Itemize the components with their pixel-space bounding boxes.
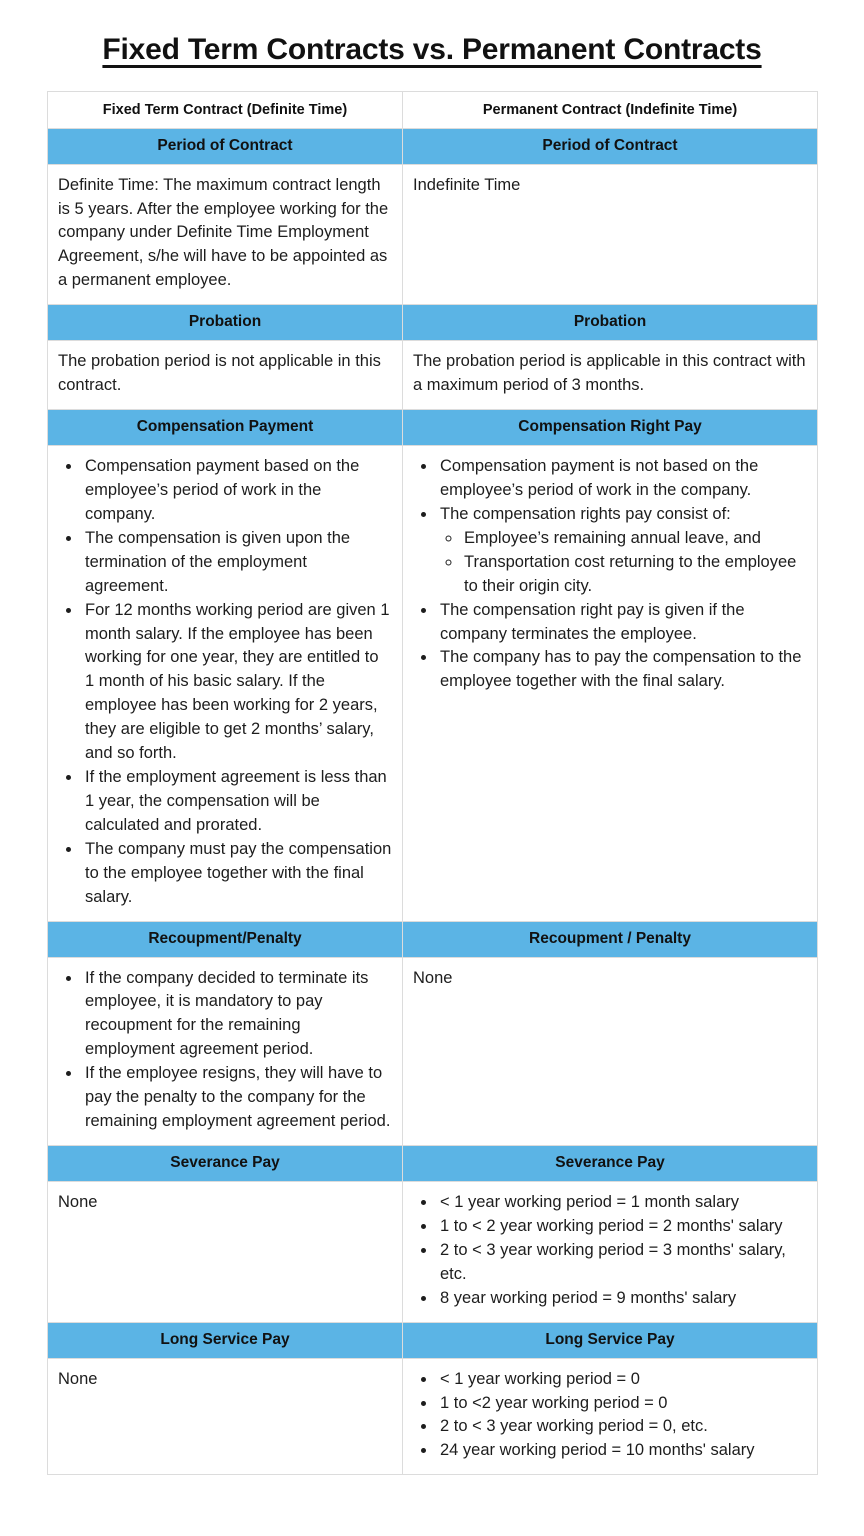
- section-content-row: [48, 957, 818, 1145]
- section-content-row: [48, 446, 818, 922]
- list-item-text: 2 to < 3 year working period = 3 months' salary, etc.: [440, 1240, 786, 1283]
- list-item-text: The compensation right pay is given if the company terminates the employee.: [440, 600, 745, 643]
- list-item-text: If the employment agreement is less than 1 year, the compensation will be calculated and prorated.: [85, 768, 387, 834]
- list-item-text: The company must pay the compensation to the employee together with the final salary.: [85, 839, 392, 906]
- section-body-left: [48, 957, 403, 1145]
- list-item: [437, 599, 807, 647]
- section-content-row: [48, 341, 818, 410]
- body-paragraph: The probation period is applicable in this contract with a maximum period of 3 months.: [413, 352, 806, 395]
- list-item: [82, 527, 392, 599]
- section-content-row: [48, 1358, 818, 1475]
- list-item-text: If the company decided to terminate its employee, it is mandatory to pay recoupment for the remaining employment agreement period.: [85, 968, 369, 1059]
- section-content-row: [48, 1182, 818, 1323]
- section-body-right: [403, 164, 818, 305]
- list-item: [437, 1287, 807, 1311]
- list-item: [437, 1239, 807, 1287]
- body-paragraph: Definite Time: The maximum contract length is 5 years. After the employee working for the company under Definite Time Employment Agreement, s/he will have to be appointed as a permanent employee.: [58, 175, 389, 290]
- list-item-text: 24 year working period = 10 months' salary: [440, 1441, 755, 1460]
- body-paragraph: None: [58, 1369, 98, 1388]
- list-item-text: < 1 year working period = 1 month salary: [440, 1193, 739, 1212]
- list-item-text: For 12 months working period are given 1 month salary. If the employee has been working for one year, they are entitled to 1 month of his basic salary. If the employee has been working for 2 years, they are eligible to get 2 months’ salary, and so forth.: [85, 600, 390, 763]
- list-item-text: 8 year working period = 9 months' salary: [440, 1288, 737, 1307]
- list-item: [437, 1415, 807, 1439]
- section-heading-left: Period of Contract: [48, 128, 403, 164]
- list-item-text: The company has to pay the compensation to the employee together with the final salary.: [440, 648, 802, 691]
- section-body-right: [403, 446, 818, 922]
- section-heading-left: Severance Pay: [48, 1146, 403, 1182]
- section-heading-right: Severance Pay: [403, 1146, 818, 1182]
- section-heading-right: Compensation Right Pay: [403, 410, 818, 446]
- body-paragraph: None: [413, 968, 453, 987]
- list-item-text: The compensation is given upon the termination of the employment agreement.: [85, 528, 351, 595]
- section-heading-left: Long Service Pay: [48, 1322, 403, 1358]
- table-header-row: [48, 91, 818, 128]
- section-body-left: [48, 1358, 403, 1475]
- column-header-permanent: Permanent Contract (Indefinite Time): [403, 91, 818, 128]
- section-heading-row: [48, 1146, 818, 1182]
- section-heading-row: [48, 1322, 818, 1358]
- section-heading-left: Recoupment/Penalty: [48, 921, 403, 957]
- list-item: [437, 503, 807, 599]
- section-body-left: [48, 341, 403, 410]
- section-content-row: [48, 164, 818, 305]
- section-heading-right: Period of Contract: [403, 128, 818, 164]
- list-item: [437, 1392, 807, 1416]
- list-item-text: Compensation payment based on the employee’s period of work in the company.: [85, 457, 360, 523]
- section-body-right: [403, 1358, 818, 1475]
- body-list: [58, 455, 392, 910]
- section-heading-row: [48, 921, 818, 957]
- list-item: [82, 967, 392, 1063]
- list-item-text: Compensation payment is not based on the employee’s period of work in the company.: [440, 457, 759, 499]
- list-item: [437, 455, 807, 503]
- column-header-fixed-term: Fixed Term Contract (Definite Time): [48, 91, 403, 128]
- list-item-text: 1 to < 2 year working period = 2 months' salary: [440, 1216, 783, 1235]
- section-heading-right: Probation: [403, 305, 818, 341]
- section-body-right: [403, 957, 818, 1145]
- list-item: [82, 838, 392, 910]
- sub-list-item: ◦ Employee’s remaining annual leave, and: [462, 527, 807, 551]
- list-item: [437, 1368, 807, 1392]
- list-item: [82, 599, 392, 766]
- table-body: [48, 91, 818, 1475]
- body-sublist: [440, 527, 807, 599]
- sub-list-item: ◦ Transportation cost returning to the employee to their origin city.: [462, 551, 807, 599]
- body-paragraph: The probation period is not applicable in this contract.: [58, 352, 381, 395]
- section-body-left: [48, 164, 403, 305]
- body-list: [58, 967, 392, 1134]
- section-body-right: [403, 1182, 818, 1323]
- list-item: [82, 766, 392, 838]
- list-item: [82, 455, 392, 527]
- list-item-text: If the employee resigns, they will have to pay the penalty to the company for the remaining employment agreement period.: [85, 1064, 391, 1131]
- section-heading-left: Probation: [48, 305, 403, 341]
- section-heading-row: [48, 305, 818, 341]
- body-paragraph: Indefinite Time: [413, 175, 521, 194]
- body-list: [413, 1191, 807, 1311]
- page-title: Fixed Term Contracts vs. Permanent Contracts: [102, 33, 762, 66]
- section-heading-row: [48, 128, 818, 164]
- body-paragraph: None: [58, 1193, 98, 1212]
- section-body-left: [48, 1182, 403, 1323]
- body-list: [413, 455, 807, 694]
- list-item-text: 2 to < 3 year working period = 0, etc.: [440, 1417, 708, 1436]
- comparison-table: [47, 91, 818, 1476]
- comparison-table-wrapper: [47, 91, 817, 1476]
- section-body-right: [403, 341, 818, 410]
- list-item-text: 1 to <2 year working period = 0: [440, 1393, 668, 1412]
- body-list: [413, 1368, 807, 1464]
- list-item: [437, 646, 807, 694]
- section-heading-left: Compensation Payment: [48, 410, 403, 446]
- list-item-text: The compensation rights pay consist of:: [440, 504, 731, 523]
- list-item: [82, 1062, 392, 1134]
- section-body-left: [48, 446, 403, 922]
- section-heading-right: Long Service Pay: [403, 1322, 818, 1358]
- section-heading-row: [48, 410, 818, 446]
- list-item: [437, 1215, 807, 1239]
- list-item: [437, 1191, 807, 1215]
- list-item-text: < 1 year working period = 0: [440, 1369, 640, 1388]
- list-item: [437, 1439, 807, 1463]
- section-heading-right: Recoupment / Penalty: [403, 921, 818, 957]
